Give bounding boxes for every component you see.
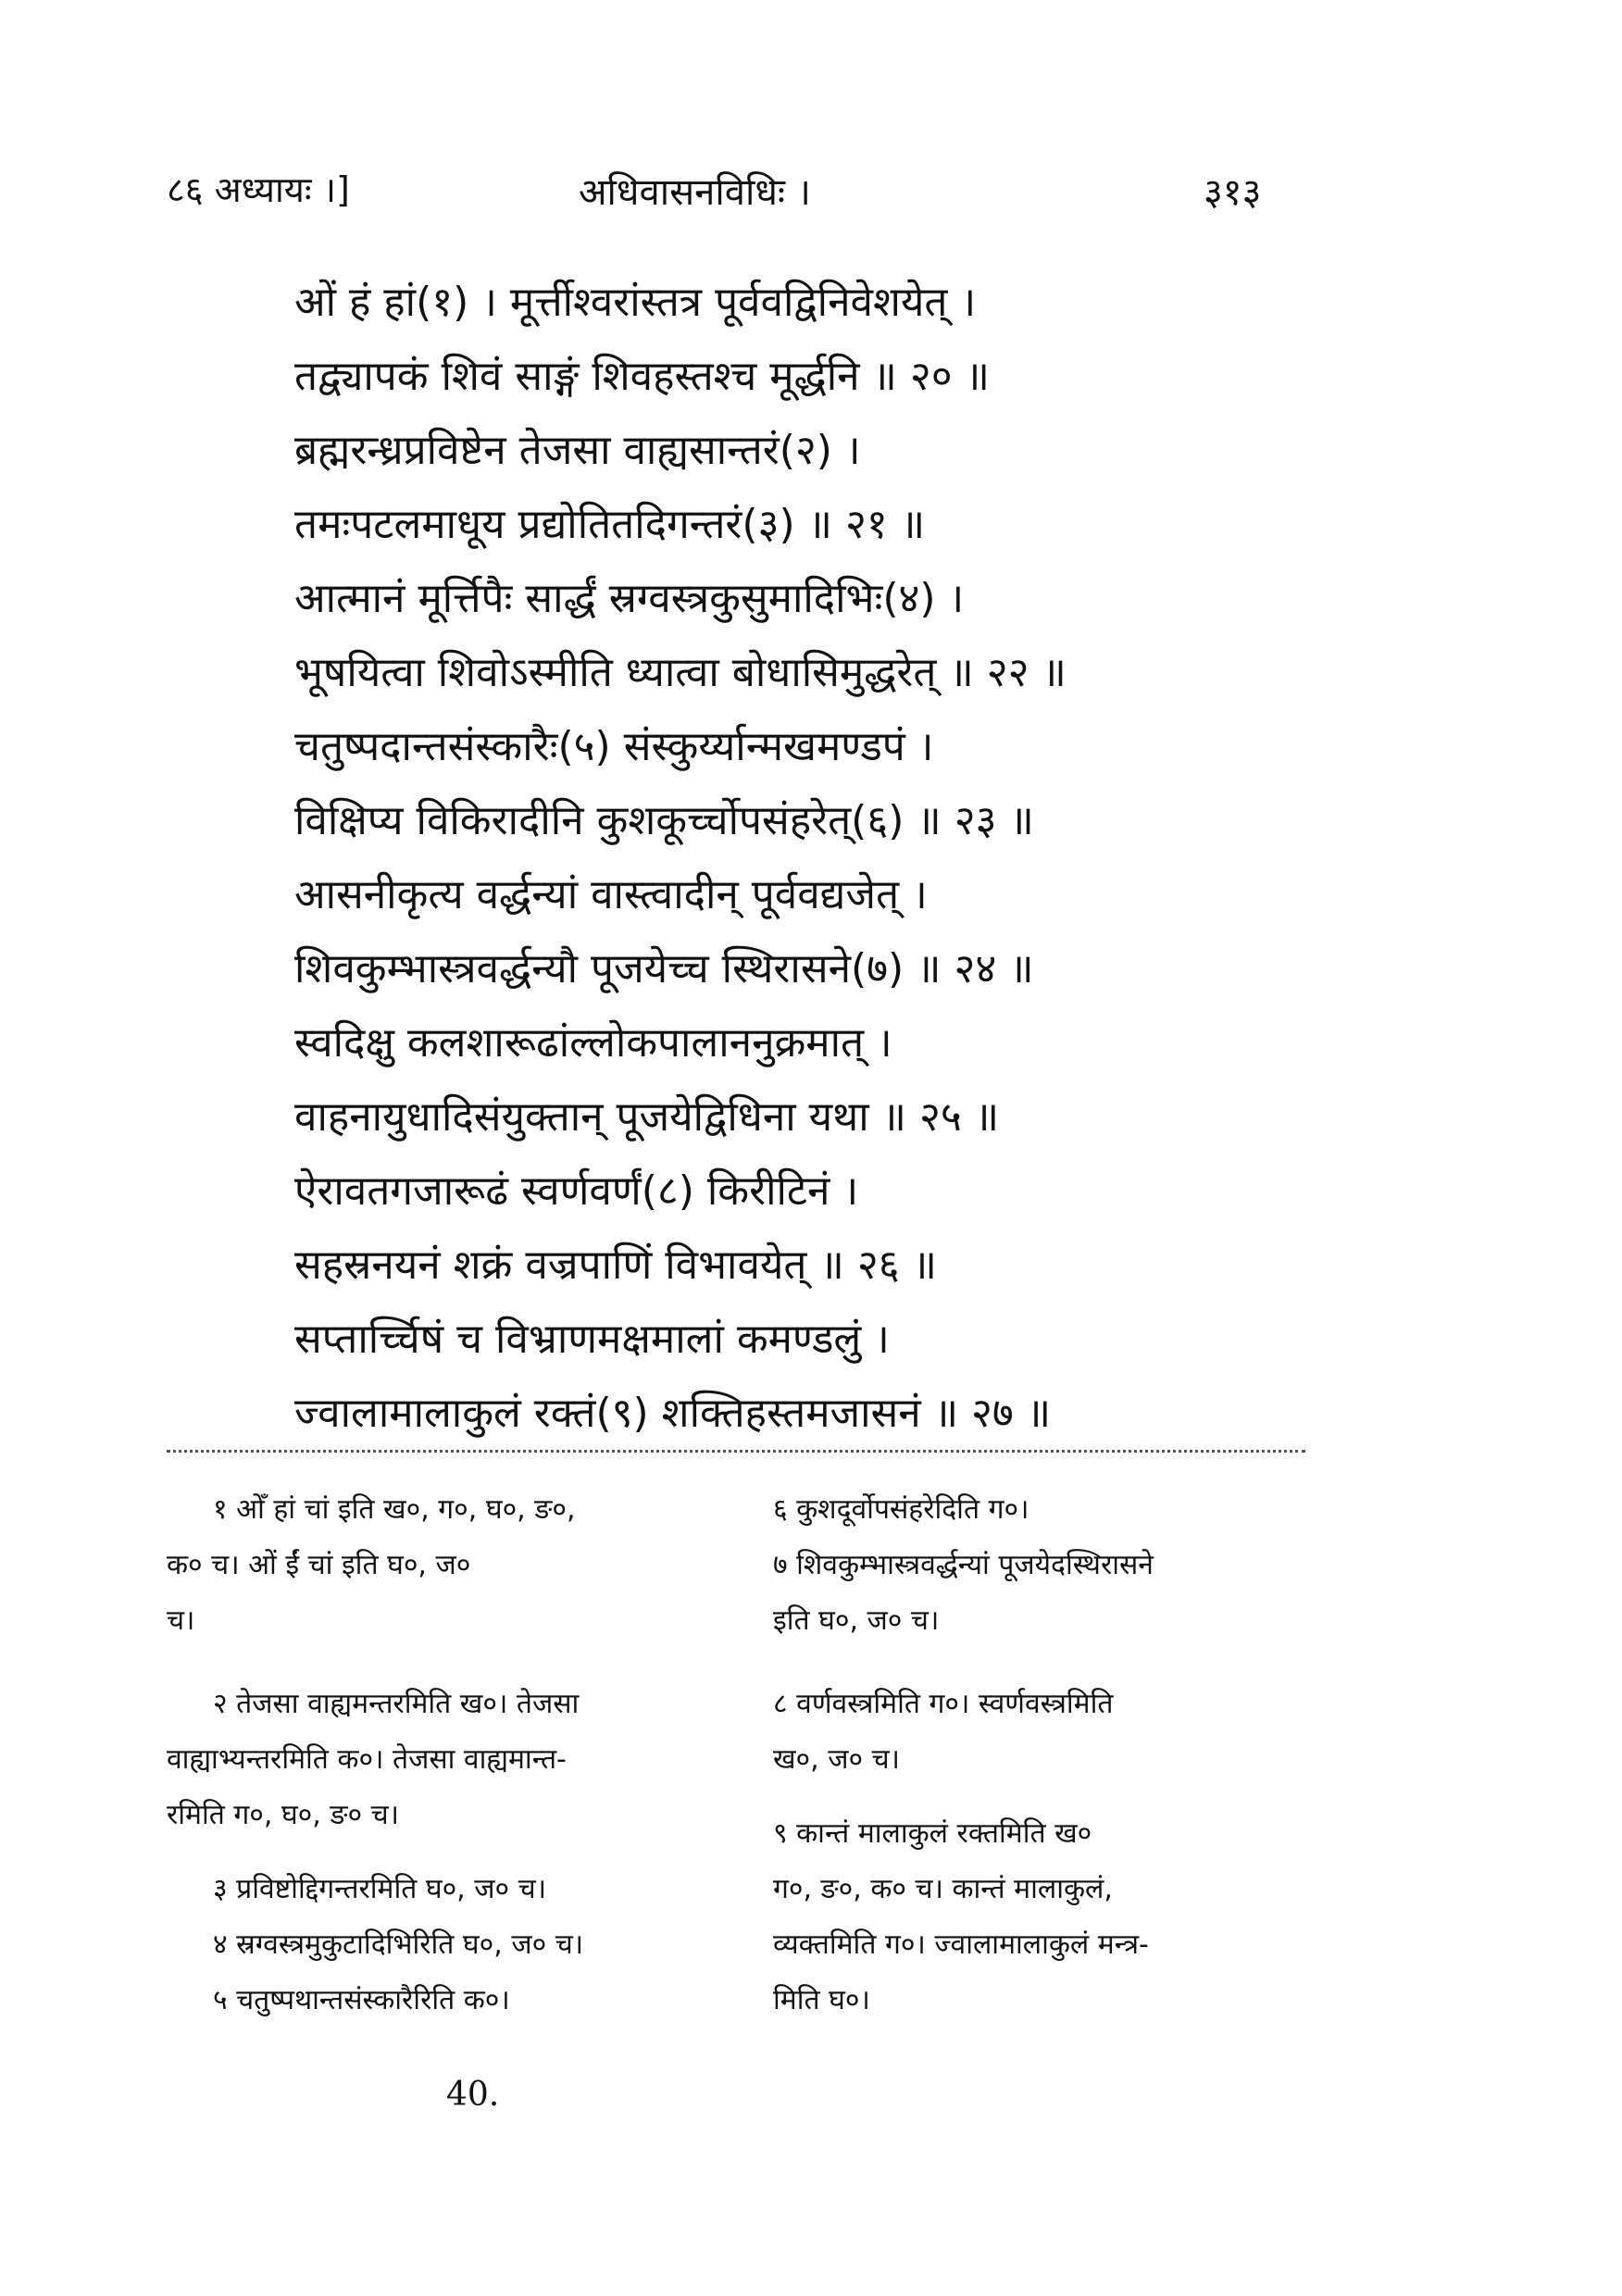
footnote-line: २ तेजसा वाह्यमन्तरमिति ख०। तेजसा	[213, 1688, 580, 1720]
footnote-line: व्यक्तमिति ग०। ज्वालामालाकुलं मन्त्र-	[773, 1928, 1149, 1961]
footnote-line: ३ प्रविष्टोद्दिगन्तरमिति घ०, ज० च।	[213, 1873, 547, 1905]
footnote-line: इति घ०, ज० च।	[773, 1604, 940, 1637]
verse-line: सहस्रनयनं शक्रं वज्रपाणिं विभावयेत् ॥ २६ ॥	[294, 1242, 937, 1289]
footnote-line: ८ वर्णवस्त्रमिति ग०। स्वर्णवस्त्रमिति	[773, 1688, 1114, 1720]
printer-signature-mark: 40.	[446, 2076, 500, 2114]
verse-line: शिवकुम्भास्त्रवर्द्धन्यौ पूजयेच्च स्थिरासने(७) ॥ २४ ॥	[294, 945, 1034, 992]
verse-line: तमःपटलमाधूय प्रद्योतितदिगन्तरं(३) ॥ २१ ॥	[294, 501, 926, 548]
footnote-line: ग०, ङ०, क० च। कान्तं मालाकुलं,	[773, 1873, 1113, 1905]
verse-line: ज्वालामालाकुलं रक्तं(९) शक्तिहस्तमजासनं ॥ २७ ॥	[294, 1390, 1052, 1437]
footnote-line: ९ कान्तं मालाकुलं रक्तमिति ख०	[773, 1817, 1092, 1850]
verse-line: तद्व्यापकं शिवं साङ्गं शिवहस्तश्च मूर्द्धनि ॥ २० ॥	[294, 353, 990, 400]
page-number: ३१३	[1204, 171, 1262, 214]
section-title: अधिवासनविधिः ।	[579, 171, 811, 214]
verse-line: विक्षिप्य विकिरादीनि कुशकूर्च्चोपसंहरेत्(६) ॥ २३ ॥	[294, 797, 1034, 844]
verse-line: ब्रह्मरन्ध्रप्रविष्टेन तेजसा वाह्यसान्तरं(२) ।	[294, 427, 861, 474]
verse-line: आसनीकृत्य वर्द्धन्यां वास्त्वादीन् पूर्ववद्यजेत् ।	[294, 871, 928, 918]
footnote-line: ख०, ज० च।	[773, 1743, 901, 1776]
verse-line: स्वदिक्षु कलशारूढांल्लोकपालाननुक्रमात् ।	[294, 1019, 892, 1067]
verse-line: आत्मानं मूर्त्तिपैः सार्द्धं स्रग्वस्त्रकुसुमादिभिः(४) ।	[294, 575, 965, 622]
verse-line: ओं हं हां(१) । मूर्त्तीश्वरांस्तत्र पूर्ववद्विनिवेशयेत् ।	[294, 279, 977, 326]
verse-line: भूषयित्वा शिवोऽस्मीति ध्यात्वा बोधासिमुद्धरेत् ॥ २२ ॥	[294, 649, 1067, 696]
chapter-header: ८६ अध्यायः ।]	[167, 169, 350, 210]
verse-line: ऐरावतगजारूढं स्वर्णवर्णं(८) किरीटिनं ।	[294, 1167, 859, 1215]
footnote-line: ४ स्रग्वस्त्रमुकुटादिभिरिति घ०, ज० च।	[213, 1928, 584, 1961]
footnote-separator	[167, 1450, 1305, 1460]
footnote-line: वाह्याभ्यन्तरमिति क०। तेजसा वाह्यमान्त-	[167, 1743, 567, 1776]
footnote-line: च।	[167, 1604, 195, 1637]
verse-line: सप्तार्च्चिषं च विभ्राणमक्षमालां कमण्डलुं ।	[294, 1316, 890, 1363]
footnote-line: ६ कुशदूर्वोपसंहरेदिति ग०।	[773, 1493, 1029, 1526]
footnote-line: ७ शिवकुम्भास्त्रवर्द्धन्यां पूजयेदस्थिरासने	[773, 1549, 1154, 1581]
footnote-line: ५ चतुष्पथान्तसंस्कारैरिति क०।	[213, 1984, 510, 2016]
footnote-line: १ ओँ हां चां इति ख०, ग०, घ०, ङ०,	[213, 1493, 576, 1526]
footnote-line: रमिति ग०, घ०, ङ० च।	[167, 1799, 400, 1831]
footnote-line: मिति घ०।	[773, 1984, 870, 2016]
verse-line: वाहनायुधादिसंयुक्तान् पूजयेद्विधिना यथा ॥ २५ ॥	[294, 1093, 1000, 1141]
verse-line: चतुष्पदान्तसंस्कारैः(५) संस्कुर्य्यान्मखमण्डपं ।	[294, 723, 934, 770]
footnote-line: क० च। ओं ईं चां इति घ०, ज०	[167, 1549, 471, 1581]
